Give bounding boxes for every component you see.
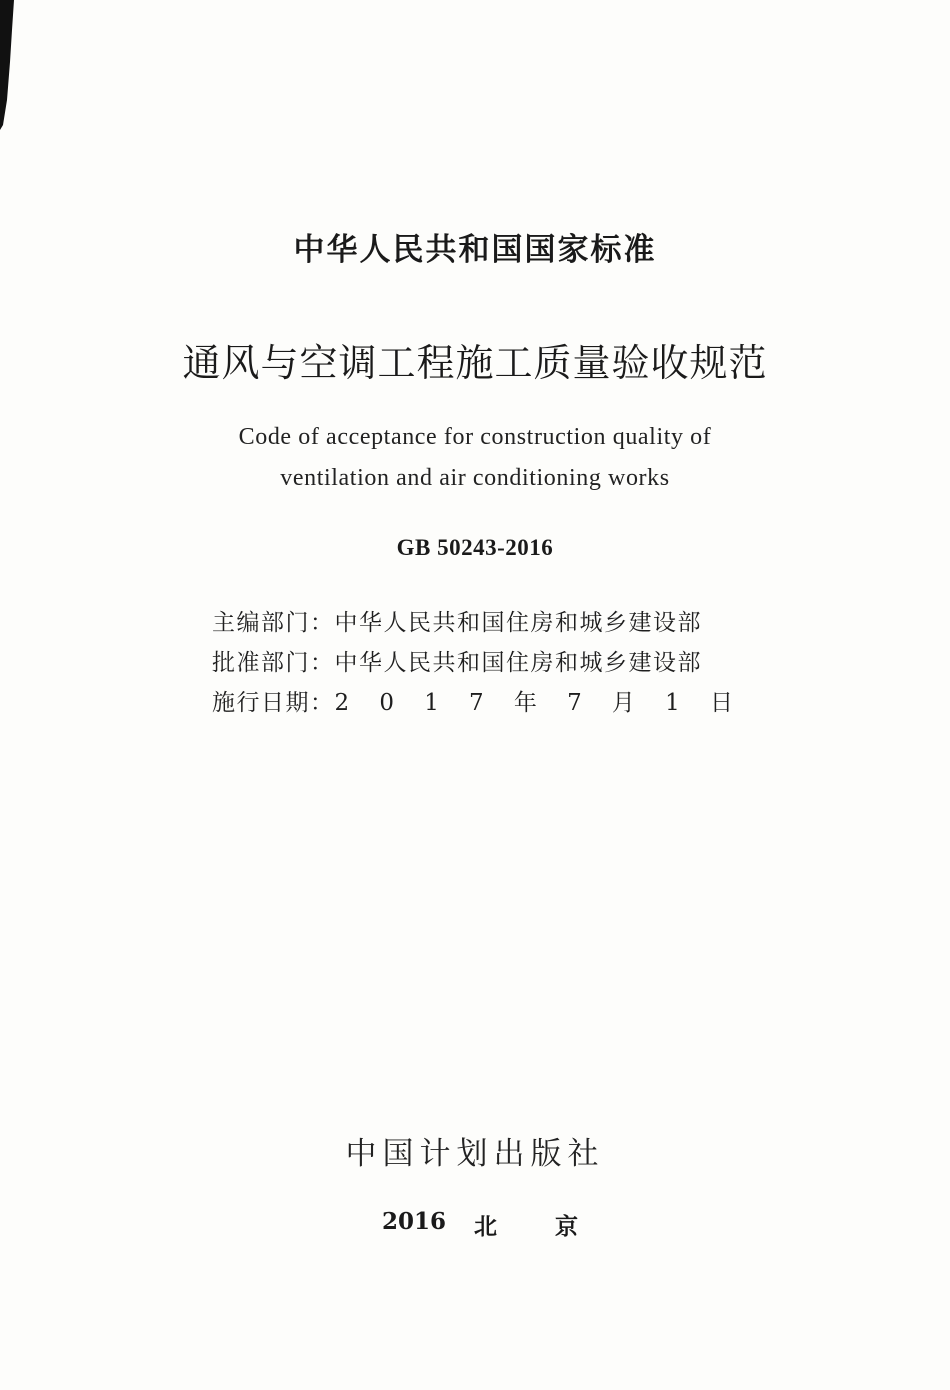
issuance-info	[212, 603, 735, 723]
effective-date-char: 月	[611, 690, 637, 716]
standard-type-heading: 中华人民共和国国家标准	[293, 232, 657, 268]
standard-number: GB 50243-2016	[396, 535, 554, 560]
effective-date-char: 日	[709, 690, 735, 716]
effective-date-label: 施行日期：	[212, 690, 335, 716]
publication-city: 北京	[474, 1213, 637, 1240]
publication-year: 2016	[382, 1208, 447, 1235]
effective-date-line	[212, 683, 735, 723]
approval-department-line	[212, 643, 735, 683]
chief-department-line	[212, 603, 735, 643]
document-title-chinese: 通风与空调工程施工质量验收规范	[182, 341, 768, 385]
effective-date-char: 2	[334, 690, 351, 716]
effective-date-char: 年	[513, 690, 539, 716]
effective-date-char: 7	[567, 690, 584, 716]
chief-department-label: 主编部门：	[212, 610, 335, 636]
scan-edge-mark	[0, 0, 16, 150]
effective-date-char: 1	[424, 690, 441, 716]
chief-department-value: 中华人民共和国住房和城乡建设部	[334, 610, 702, 636]
document-title-english-line-2: ventilation and air conditioning works	[280, 465, 670, 491]
effective-date-char: 7	[469, 690, 486, 716]
document-title-english-line-1: Code of acceptance for construction quality of	[238, 424, 712, 450]
publisher-name: 中国计划出版社	[345, 1136, 605, 1172]
publication-line	[382, 1208, 636, 1241]
effective-date-char: 0	[379, 690, 396, 716]
effective-date-char: 1	[665, 690, 682, 716]
effective-date-value	[335, 683, 735, 723]
approval-department-value: 中华人民共和国住房和城乡建设部	[334, 650, 702, 676]
approval-department-label: 批准部门：	[212, 650, 335, 676]
